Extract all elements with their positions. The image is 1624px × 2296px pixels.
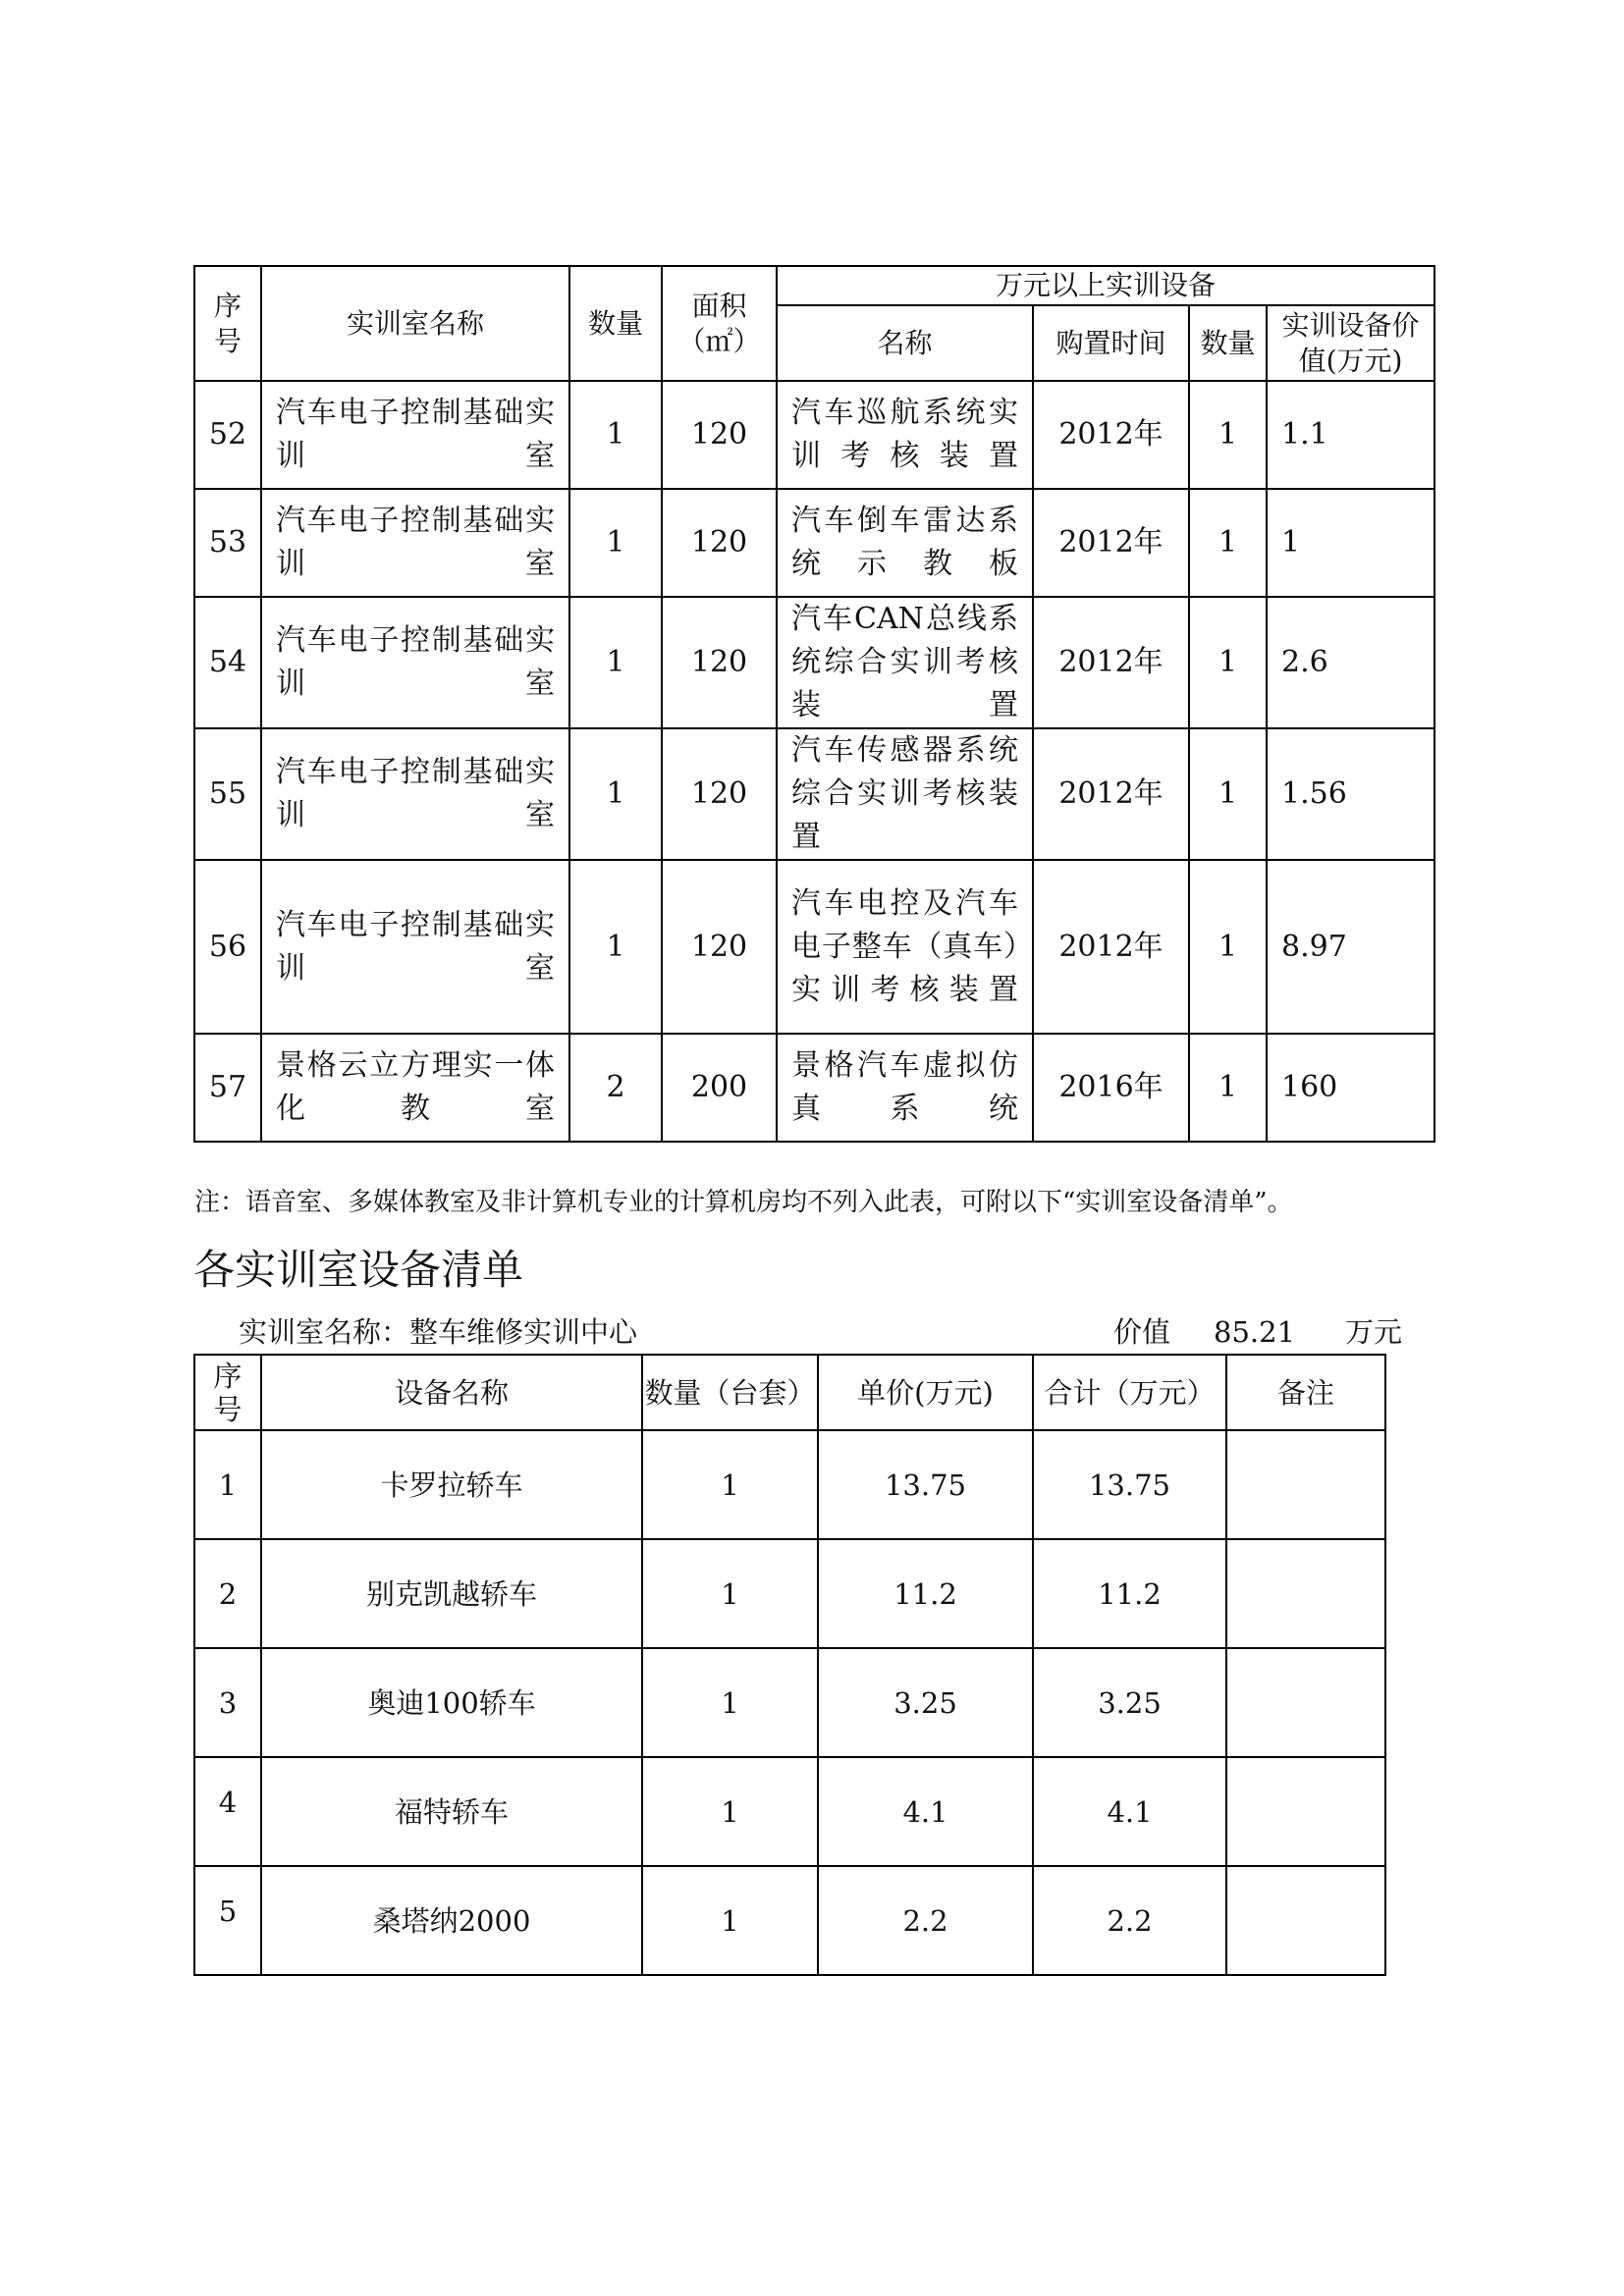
row-equipment-value: 2.6: [1267, 597, 1435, 728]
room-name-label: 实训室名称：整车维修实训中心: [239, 1315, 638, 1349]
row-room-name: 汽车电子控制基础实训室: [261, 728, 569, 860]
table-row: [194, 489, 1435, 597]
value-amount: 85.21: [1214, 1315, 1296, 1349]
row-seq: 54: [194, 597, 261, 728]
header-equipment-count: 数量: [1189, 305, 1267, 381]
table-row: [194, 728, 1435, 860]
row-remark: [1226, 1757, 1385, 1866]
row-count: 1: [569, 597, 662, 728]
row-purchase-time: 2012年: [1033, 597, 1189, 728]
table-row: [194, 1757, 1385, 1866]
row-count: 1: [569, 489, 662, 597]
table-row: [194, 1648, 1385, 1757]
row-area: 200: [662, 1034, 777, 1142]
row-unit-price: 4.1: [818, 1757, 1033, 1866]
row-total: 4.1: [1033, 1757, 1226, 1866]
row-unit-price: 3.25: [818, 1648, 1033, 1757]
row-count: 1: [569, 860, 662, 1034]
header-unit-price: 单价(万元): [818, 1355, 1033, 1430]
row-area: 120: [662, 489, 777, 597]
header-area: 面积（㎡）: [662, 266, 777, 381]
row-remark: [1226, 1430, 1385, 1539]
row-equipment-name: 景格汽车虚拟仿真系统: [777, 1034, 1033, 1142]
header-remark: 备注: [1226, 1355, 1385, 1430]
table-row: [194, 1034, 1435, 1142]
row-equipment-name: 奥迪100轿车: [261, 1648, 642, 1757]
row-purchase-time: 2012年: [1033, 489, 1189, 597]
table-row: [194, 381, 1435, 489]
row-quantity: 1: [642, 1648, 818, 1757]
row-equipment-count: 1: [1189, 860, 1267, 1034]
row-equipment-name: 卡罗拉轿车: [261, 1430, 642, 1539]
lab-equipment-table: [193, 265, 1435, 1143]
row-equipment-name: 桑塔纳2000: [261, 1866, 642, 1975]
header-seq: 序号: [194, 266, 261, 381]
row-count: 2: [569, 1034, 662, 1142]
row-equipment-value: 160: [1267, 1034, 1435, 1142]
row-seq: 56: [194, 860, 261, 1034]
row-seq: 5: [194, 1866, 261, 1975]
row-total: 2.2: [1033, 1866, 1226, 1975]
row-equipment-value: 1: [1267, 489, 1435, 597]
row-remark: [1226, 1866, 1385, 1975]
row-equipment-value: 1.56: [1267, 728, 1435, 860]
row-equipment-value: 1.1: [1267, 381, 1435, 489]
table-note: 注：语音室、多媒体教室及非计算机专业的计算机房均不列入此表，可附以下“实训室设备清单”。: [194, 1188, 1293, 1217]
header-purchase-time: 购置时间: [1033, 305, 1189, 381]
table-row: [194, 860, 1435, 1034]
row-quantity: 1: [642, 1866, 818, 1975]
header-seq: 序号: [194, 1355, 261, 1430]
row-equipment-name: 汽车CAN总线系统综合实训考核装置: [777, 597, 1033, 728]
row-equipment-count: 1: [1189, 489, 1267, 597]
header-count: 数量: [569, 266, 662, 381]
row-room-name: 景格云立方理实一体化教室: [261, 1034, 569, 1142]
header-quantity: 数量（台套）: [642, 1355, 818, 1430]
row-quantity: 1: [642, 1430, 818, 1539]
row-remark: [1226, 1648, 1385, 1757]
header-equipment-name: 设备名称: [261, 1355, 642, 1430]
row-equipment-name: 汽车电控及汽车电子整车（真车）实训考核装置: [777, 860, 1033, 1034]
row-count: 1: [569, 381, 662, 489]
row-purchase-time: 2012年: [1033, 728, 1189, 860]
row-equipment-name: 福特轿车: [261, 1757, 642, 1866]
row-seq: 4: [194, 1757, 261, 1866]
row-seq: 53: [194, 489, 261, 597]
row-equipment-count: 1: [1189, 597, 1267, 728]
row-purchase-time: 2012年: [1033, 381, 1189, 489]
row-seq: 1: [194, 1430, 261, 1539]
row-seq: 52: [194, 381, 261, 489]
row-total: 13.75: [1033, 1430, 1226, 1539]
row-area: 120: [662, 597, 777, 728]
row-unit-price: 13.75: [818, 1430, 1033, 1539]
row-total: 11.2: [1033, 1539, 1226, 1648]
header-equipment-name: 名称: [777, 305, 1033, 381]
row-remark: [1226, 1539, 1385, 1648]
row-unit-price: 2.2: [818, 1866, 1033, 1975]
value-unit: 万元: [1345, 1315, 1403, 1349]
row-seq: 2: [194, 1539, 261, 1648]
table-row: [194, 1539, 1385, 1648]
row-area: 120: [662, 860, 777, 1034]
row-room-name: 汽车电子控制基础实训室: [261, 860, 569, 1034]
header-equipment-group: 万元以上实训设备: [777, 266, 1435, 305]
row-seq: 3: [194, 1648, 261, 1757]
row-room-name: 汽车电子控制基础实训室: [261, 381, 569, 489]
row-equipment-count: 1: [1189, 728, 1267, 860]
row-equipment-name: 汽车巡航系统实训考核装置: [777, 381, 1033, 489]
value-label: 价值: [1113, 1315, 1171, 1349]
section-title: 各实训室设备清单: [193, 1246, 524, 1294]
header-room-name: 实训室名称: [261, 266, 569, 381]
row-seq: 57: [194, 1034, 261, 1142]
row-quantity: 1: [642, 1539, 818, 1648]
table-row: [194, 1430, 1385, 1539]
row-equipment-count: 1: [1189, 381, 1267, 489]
row-room-name: 汽车电子控制基础实训室: [261, 597, 569, 728]
row-purchase-time: 2012年: [1033, 860, 1189, 1034]
table-row: [194, 597, 1435, 728]
row-total: 3.25: [1033, 1648, 1226, 1757]
row-equipment-name: 别克凯越轿车: [261, 1539, 642, 1648]
table-row: [194, 1866, 1385, 1975]
row-equipment-value: 8.97: [1267, 860, 1435, 1034]
row-area: 120: [662, 728, 777, 860]
row-unit-price: 11.2: [818, 1539, 1033, 1648]
row-purchase-time: 2016年: [1033, 1034, 1189, 1142]
header-total: 合计（万元）: [1033, 1355, 1226, 1430]
row-quantity: 1: [642, 1757, 818, 1866]
row-seq: 55: [194, 728, 261, 860]
row-room-name: 汽车电子控制基础实训室: [261, 489, 569, 597]
row-equipment-count: 1: [1189, 1034, 1267, 1142]
row-area: 120: [662, 381, 777, 489]
equipment-list-table: [193, 1354, 1386, 1976]
header-equipment-value: 实训设备价值(万元): [1267, 305, 1435, 381]
row-count: 1: [569, 728, 662, 860]
row-equipment-name: 汽车传感器系统综合实训考核装置: [777, 728, 1033, 860]
row-equipment-name: 汽车倒车雷达系统示教板: [777, 489, 1033, 597]
